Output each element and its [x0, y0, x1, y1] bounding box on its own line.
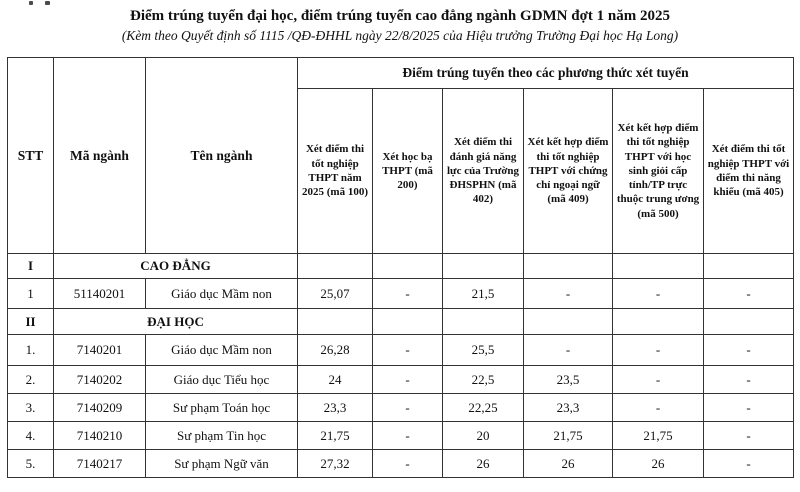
row-stt: 1.	[8, 335, 54, 366]
doc-subtitle: (Kèm theo Quyết định số 1115 /QĐ-ĐHHL ngày 22/8/2025 của Hiệu trưởng Trường Đại học Hạ Long)	[121, 28, 679, 43]
score-cell: -	[613, 366, 704, 394]
score-cell: 21,5	[443, 279, 524, 309]
score-cell: 21,75	[613, 422, 704, 450]
admission-score-table	[7, 57, 794, 478]
table-row	[8, 279, 794, 309]
major-code: 7140210	[54, 422, 146, 450]
method-header-ma-100: Xét điểm thi tốt nghiệp THPT năm 2025 (mã 100)	[298, 89, 373, 254]
score-cell: -	[373, 279, 443, 309]
score-cell: -	[373, 335, 443, 366]
score-cell: 22,5	[443, 366, 524, 394]
score-cell: -	[373, 422, 443, 450]
score-cell: -	[704, 366, 794, 394]
score-cell: 25,5	[443, 335, 524, 366]
major-code: 7140217	[54, 450, 146, 478]
empty-score-cell	[443, 309, 524, 335]
score-cell: -	[704, 450, 794, 478]
major-name: Giáo dục Mầm non	[146, 279, 298, 309]
row-stt: 3.	[8, 394, 54, 422]
empty-score-cell	[298, 254, 373, 279]
empty-score-cell	[373, 309, 443, 335]
empty-score-cell	[613, 309, 704, 335]
table-row	[8, 422, 794, 450]
score-cell: -	[373, 366, 443, 394]
empty-score-cell	[524, 254, 613, 279]
method-header-ma-405: Xét điểm thi tốt nghiệp THPT với điểm thi năng khiếu (mã 405)	[704, 89, 794, 254]
empty-score-cell	[613, 254, 704, 279]
col-header-ma-nganh: Mã ngành	[54, 58, 146, 254]
group-header-methods: Điểm trúng tuyển theo các phương thức xét tuyển	[298, 58, 794, 89]
score-cell: -	[704, 422, 794, 450]
section-name: ĐẠI HỌC	[54, 309, 298, 335]
score-cell: 22,25	[443, 394, 524, 422]
score-cell: 20	[443, 422, 524, 450]
empty-score-cell	[443, 254, 524, 279]
table-row	[8, 366, 794, 394]
table-row	[8, 335, 794, 366]
empty-score-cell	[704, 254, 794, 279]
major-code: 7140202	[54, 366, 146, 394]
score-cell: 26	[443, 450, 524, 478]
section-index: I	[8, 254, 54, 279]
score-cell: 24	[298, 366, 373, 394]
table-row	[8, 450, 794, 478]
score-cell: -	[613, 335, 704, 366]
empty-score-cell	[704, 309, 794, 335]
major-code: 7140201	[54, 335, 146, 366]
major-name: Giáo dục Mầm non	[146, 335, 298, 366]
method-header-ma-200: Xét học bạ THPT (mã 200)	[373, 89, 443, 254]
score-cell: 23,5	[524, 366, 613, 394]
score-cell: -	[613, 279, 704, 309]
section-index: II	[8, 309, 54, 335]
score-cell: 26	[524, 450, 613, 478]
major-name: Sư phạm Toán học	[146, 394, 298, 422]
table-row	[8, 394, 794, 422]
major-code: 51140201	[54, 279, 146, 309]
score-cell: 26,28	[298, 335, 373, 366]
col-header-stt: STT	[8, 58, 54, 254]
row-stt: 2.	[8, 366, 54, 394]
col-header-ten-nganh: Tên ngành	[146, 58, 298, 254]
doc-title: Điểm trúng tuyển đại học, điểm trúng tuyển cao đẳng ngành GDMN đợt 1 năm 2025	[129, 8, 670, 24]
score-cell: -	[613, 394, 704, 422]
score-cell: 21,75	[524, 422, 613, 450]
method-header-ma-500: Xét kết hợp điểm thi tốt nghiệp THPT với học sinh giỏi cấp tỉnh/TP trực thuộc trung ương (mã 500)	[613, 89, 704, 254]
score-cell: 27,32	[298, 450, 373, 478]
major-name: Giáo dục Tiểu học	[146, 366, 298, 394]
empty-score-cell	[298, 309, 373, 335]
major-name: Sư phạm Tin học	[146, 422, 298, 450]
table-header-row-1	[8, 58, 794, 89]
score-cell: 21,75	[298, 422, 373, 450]
row-stt: 4.	[8, 422, 54, 450]
score-cell: 23,3	[524, 394, 613, 422]
scan-artifact	[45, 1, 50, 5]
score-cell: 23,3	[298, 394, 373, 422]
major-code: 7140209	[54, 394, 146, 422]
score-cell: -	[704, 394, 794, 422]
section-name: CAO ĐẲNG	[54, 254, 298, 279]
section-row-cao-dang	[8, 254, 794, 279]
method-header-ma-409: Xét kết hợp điểm thi tốt nghiệp THPT với chứng chỉ ngoại ngữ (mã 409)	[524, 89, 613, 254]
score-cell: -	[704, 335, 794, 366]
empty-score-cell	[524, 309, 613, 335]
empty-score-cell	[373, 254, 443, 279]
score-cell: -	[704, 279, 794, 309]
row-stt: 5.	[8, 450, 54, 478]
score-cell: -	[373, 394, 443, 422]
score-cell: -	[373, 450, 443, 478]
score-cell: -	[524, 335, 613, 366]
row-stt: 1	[8, 279, 54, 309]
scan-artifact	[29, 1, 33, 5]
section-row-dai-hoc	[8, 309, 794, 335]
method-header-ma-402: Xét điểm thi đánh giá năng lực của Trường ĐHSPHN (mã 402)	[443, 89, 524, 254]
score-cell: -	[524, 279, 613, 309]
major-name: Sư phạm Ngữ văn	[146, 450, 298, 478]
score-cell: 25,07	[298, 279, 373, 309]
score-cell: 26	[613, 450, 704, 478]
